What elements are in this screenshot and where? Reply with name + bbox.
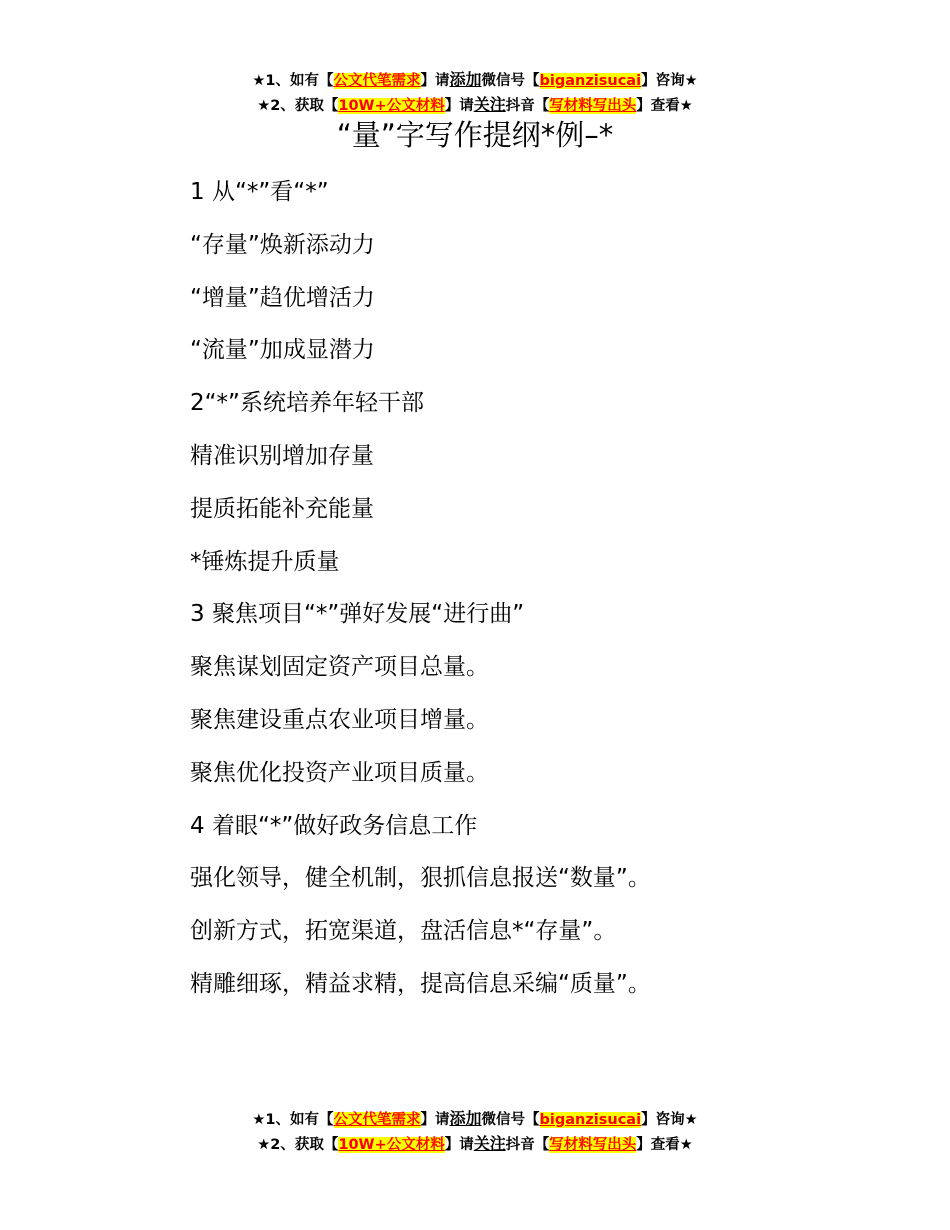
promo-emphasis: 添加 (449, 70, 482, 89)
section-heading: 3 聚焦项目“*”弹好发展“进行曲” (190, 601, 525, 628)
body-line: 聚焦谋划固定资产项目总量。 (190, 654, 489, 681)
promo-highlight-douyin: 写材料写出头 (549, 1137, 637, 1153)
promo-emphasis: 添加 (449, 1109, 482, 1128)
body-line: “流量”加成显潜力 (190, 337, 375, 364)
body-line: 聚焦建设重点农业项目增量。 (190, 706, 489, 733)
promo-text: 】查看★ (636, 1137, 693, 1153)
document-title: “量”字写作提纲*例–* (336, 118, 614, 152)
promo-text: 】请 (420, 73, 450, 89)
promo-emphasis: 关注 (473, 95, 506, 114)
promo-text: ★2、获取【 (257, 98, 339, 114)
promo-line-1 (0, 68, 950, 93)
promo-highlight-wechat-id: biganzisucai (539, 1112, 642, 1128)
promo-line-2 (0, 1132, 950, 1157)
section-heading: 2“*”系统培养年轻干部 (190, 390, 424, 417)
promo-highlight-materials: 10W+公文材料 (338, 98, 445, 114)
promo-text: 】咨询★ (641, 1112, 698, 1128)
promo-text: 】查看★ (636, 98, 693, 114)
promo-highlight-materials: 10W+公文材料 (338, 1137, 445, 1153)
body-line: 精准识别增加存量 (190, 442, 374, 469)
promo-emphasis: 关注 (473, 1134, 506, 1153)
promo-text: ★1、如有【 (252, 1112, 334, 1128)
body-line: 精雕细琢，精益求精，提高信息采编“质量”。 (190, 970, 651, 997)
body-line: 聚焦优化投资产业项目质量。 (190, 759, 489, 786)
promo-text: 微信号【 (481, 73, 540, 89)
body-line: 强化领导，健全机制，狠抓信息报送“数量”。 (190, 865, 651, 892)
promo-highlight-douyin: 写材料写出头 (549, 98, 637, 114)
body-line: 创新方式，拓宽渠道，盘活信息*“存量”。 (190, 918, 617, 945)
body-line: *锤炼提升质量 (190, 548, 340, 575)
promo-text: 微信号【 (481, 1112, 540, 1128)
promo-text: 】请 (444, 1137, 474, 1153)
promo-text: 】咨询★ (641, 73, 698, 89)
document-body (190, 170, 651, 1015)
body-line: “增量”趋优增活力 (190, 284, 375, 311)
promo-text: 】请 (444, 98, 474, 114)
promo-text: 抖音【 (505, 98, 550, 114)
promo-text: ★2、获取【 (257, 1137, 339, 1153)
section-heading: 4 着眼“*”做好政务信息工作 (190, 812, 478, 839)
body-line: “存量”焕新添动力 (190, 231, 375, 258)
promo-highlight-service: 公文代笔需求 (333, 73, 421, 89)
promo-highlight-service: 公文代笔需求 (333, 1112, 421, 1128)
promo-highlight-wechat-id: biganzisucai (539, 73, 642, 89)
footer-promo-banner (0, 1107, 950, 1157)
promo-text: 抖音【 (505, 1137, 550, 1153)
header-promo-banner (0, 68, 950, 118)
body-line: 提质拓能补充能量 (190, 495, 374, 522)
promo-text: ★1、如有【 (252, 73, 334, 89)
promo-line-1 (0, 1107, 950, 1132)
promo-text: 】请 (420, 1112, 450, 1128)
section-heading: 1 从“*”看“*” (190, 179, 329, 205)
